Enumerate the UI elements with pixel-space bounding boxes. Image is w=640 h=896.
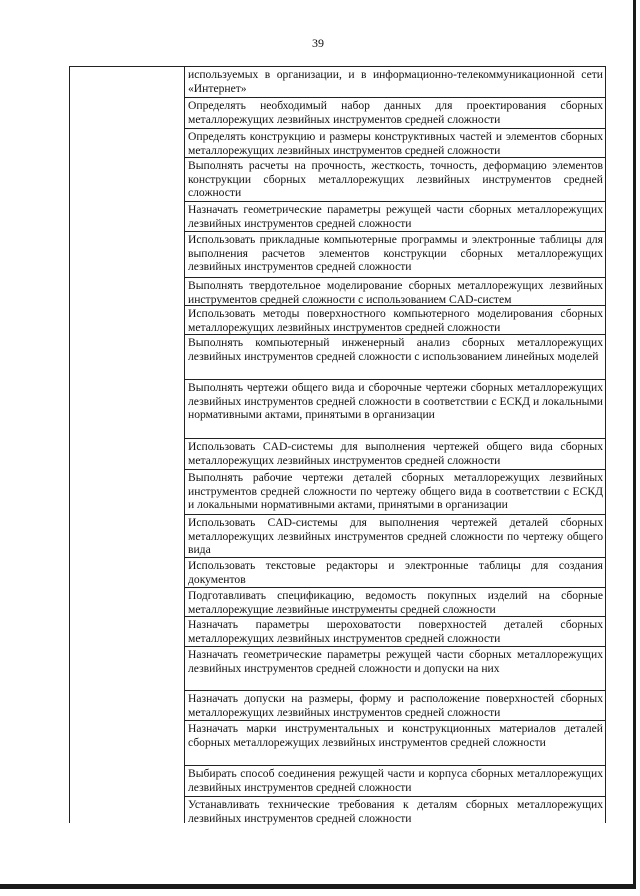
table-row: Использовать текстовые редакторы и электронные таблицы для создания документов bbox=[185, 558, 605, 588]
table-row: Устанавливать технические требования к деталям сборных металлорежущих лезвийных инструментов средней сложности bbox=[188, 798, 603, 825]
table-row: Назначать допуски на размеры, форму и расположение поверхностей сборных металлорежущих лезвийных инструментов средней сложности bbox=[185, 691, 605, 721]
table-row: Выполнять расчеты на прочность, жесткость, точность, деформацию элементов конструкции сборных металлорежущих лезвийных инструментов средней сложности bbox=[185, 158, 605, 202]
table-row: Использовать методы поверхностного компьютерного моделирования сборных металлорежущих лезвийных инструментов средней сложности bbox=[185, 306, 605, 335]
table-row: Использовать CAD-системы для выполнения чертежей общего вида сборных металлорежущих лезвийных инструментов средней сложности bbox=[185, 439, 605, 470]
table-row: используемых в организации, и в информационно-телекоммуникационной сети «Интернет» bbox=[185, 67, 605, 98]
table-row: Определять конструкцию и размеры конструктивных частей и элементов сборных металлорежущих лезвийных инструментов средней сложности bbox=[185, 129, 605, 158]
requirements-table bbox=[69, 66, 606, 823]
table-row: Назначать марки инструментальных и конструкционных материалов деталей сборных металлорежущих лезвийных инструментов средней сложности bbox=[185, 721, 605, 766]
table-label-column bbox=[70, 67, 185, 823]
table-row: Выполнять рабочие чертежи деталей сборных металлорежущих лезвийных инструментов средней сложности по чертежу общего вида в соответствии с ЕСКД и локальными нормативными актами, принятыми в организации bbox=[185, 470, 605, 515]
table-row: Назначать параметры шероховатости поверхностей деталей сборных металлорежущих лезвийных инструментов средней сложности bbox=[185, 617, 605, 647]
table-row: Выполнять твердотельное моделирование сборных металлорежущих лезвийных инструментов средней сложности с использованием CAD-систем bbox=[185, 278, 605, 306]
table-row: Выполнять компьютерный инженерный анализ сборных металлорежущих лезвийных инструментов средней сложности с использованием линейных моделей bbox=[185, 335, 605, 380]
table-row: Определять необходимый набор данных для проектирования сборных металлорежущих лезвийных инструментов средней сложности bbox=[185, 98, 605, 129]
table-row: Выполнять чертежи общего вида и сборочные чертежи сборных металлорежущих лезвийных инструментов средней сложности в соответствии с ЕСКД и локальными нормативными актами, принятыми в организации bbox=[185, 380, 605, 439]
table-row: Использовать прикладные компьютерные программы и электронные таблицы для выполнения расчетов элементов конструкции сборных металлорежущих лезвийных инструментов средней сложности bbox=[185, 232, 605, 278]
table-row: Подготавливать спецификацию, ведомость покупных изделий на сборные металлорежущие лезвийные инструменты средней сложности bbox=[185, 588, 605, 617]
table-content-column bbox=[185, 67, 605, 823]
table-row: Выбирать способ соединения режущей части и корпуса сборных металлорежущих лезвийных инструментов средней сложности bbox=[185, 766, 605, 797]
table-row: Использовать CAD-системы для выполнения чертежей деталей сборных металлорежущих лезвийных инструментов средней сложности по чертежу общего вида bbox=[185, 515, 605, 558]
table-row: Назначать геометрические параметры режущей части сборных металлорежущих лезвийных инструментов средней сложности и допуски на них bbox=[185, 647, 605, 691]
page-number: 39 bbox=[312, 36, 324, 50]
table-row: Назначать геометрические параметры режущей части сборных металлорежущих лезвийных инструментов средней сложности bbox=[185, 202, 605, 232]
